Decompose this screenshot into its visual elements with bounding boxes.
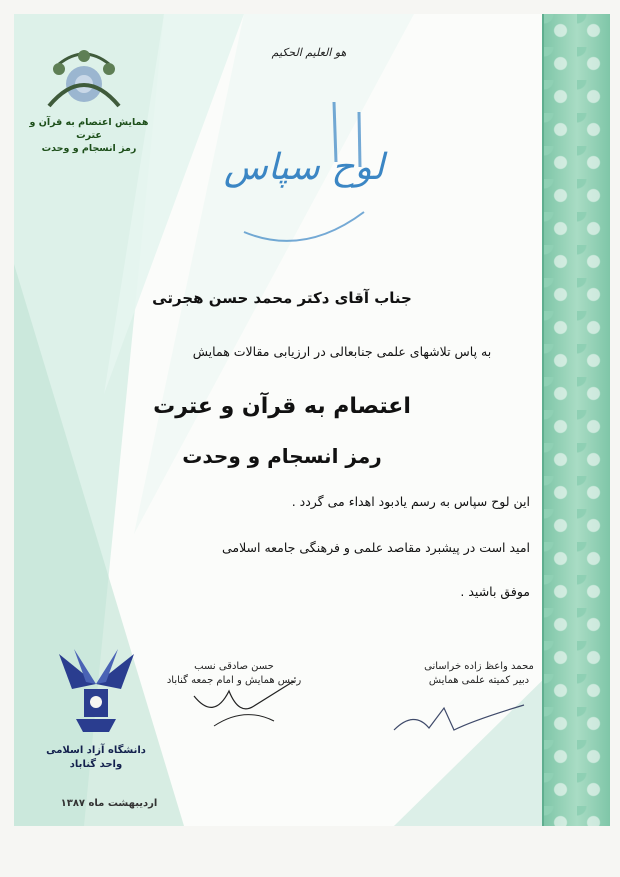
body-line3: موفق باشید . (460, 584, 530, 599)
body-line1: این لوح سپاس به رسم یادبود اهداء می گردد . (291, 494, 530, 509)
top-invocation-text: هو العلیم الحکیم (271, 46, 347, 59)
signer-left-role: رئیس همایش و امام جمعه گناباد (166, 675, 302, 686)
signature-left-icon (184, 676, 304, 731)
conference-caption-line1: همایش اعتصام به قرآن و عترت (29, 117, 149, 141)
signer-right-role: دبیر کمیته علمی همایش (428, 675, 530, 686)
ornamental-border (542, 14, 610, 826)
certificate-date: اردیبهشت ماه ۱۳۸۷ (60, 798, 158, 809)
signer-right-name: محمد واعظ زاده خراسانی (424, 661, 534, 672)
certificate-title-text: لوح سپاس (223, 147, 385, 188)
university-caption (36, 744, 156, 772)
certificate-title (214, 92, 394, 252)
conference-caption-line2: رمز انسجام و وحدت (41, 143, 137, 154)
headline-line1: اعتصام به قرآن و عترت (153, 394, 411, 419)
signature-right-icon (374, 700, 534, 745)
certificate-sheet (14, 14, 610, 826)
conference-logo-icon (39, 44, 129, 114)
body-line2: امید است در پیشبرد مقاصد علمی و فرهنگی جامعه اسلامی (221, 540, 530, 555)
university-name-line1: دانشگاه آزاد اسلامی (46, 745, 146, 756)
top-invocation (264, 34, 354, 74)
university-logo-icon (54, 644, 139, 734)
intro-text: به پاس تلاشهای علمی جنابعالی در ارزیابی مقالات همایش (192, 344, 492, 359)
signature-block-right (394, 660, 564, 688)
signer-left-name: حسن صادقی نسب (194, 661, 274, 672)
recipient-name: جناب آقای دکتر محمد حسن هجرتی (152, 289, 412, 307)
headline-line2: رمز انسجام و وحدت (182, 444, 382, 468)
conference-logo-caption (24, 116, 154, 155)
university-name-line2: واحد گناباد (69, 759, 123, 770)
